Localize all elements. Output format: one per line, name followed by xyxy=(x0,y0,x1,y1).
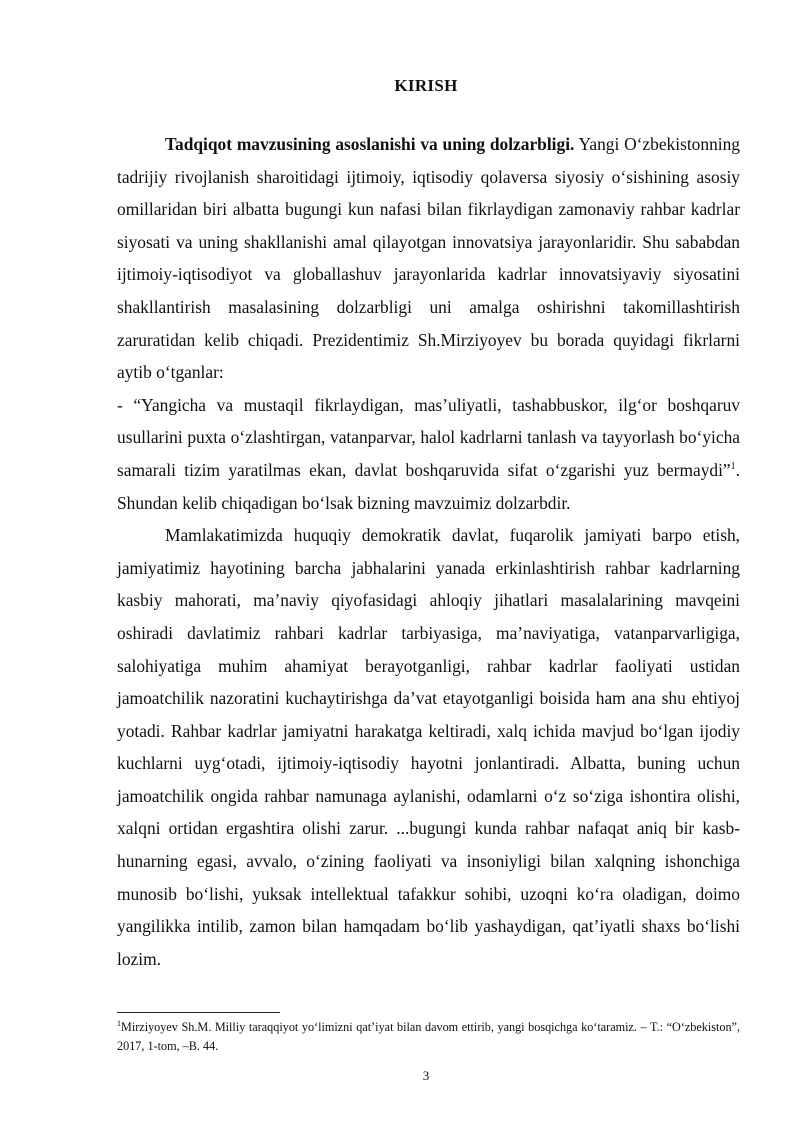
footnote-divider xyxy=(117,1012,280,1013)
footnote-marker: 1 xyxy=(117,1018,121,1028)
footnote xyxy=(117,1018,740,1056)
quote-text: - “Yangicha va mustaqil fikrlaydigan, mas’uliyatli, tashabbuskor, ilg‘or boshqaruv usullarini puxta o‘zlashtirgan, vatanparvar, halol kadrlarni tanlash va tayyorlash bo‘yicha samarali tizim yaratilmas ekan, davlat boshqaruvida sifat o‘zgarishi yuz bermaydi” xyxy=(117,394,740,480)
lead-phrase: Tadqiqot mavzusining asoslanishi va uning dolzarbligi. xyxy=(165,134,575,154)
paragraph-leadership: Mamlakatimizda huquqiy demokratik davlat, fuqarolik jamiyati barpo etish, jamiyatimiz hayotining barcha jabhalarini yanada erkinlashtirish rahbar kadrlarning kasbiy mahorati, ma’naviy qiyofasidagi ahloqiy jihatlari masalalarining mavqeini oshiradi davlatimiz rahbari kadrlar tarbiyasiga, ma’naviyatiga, vatanparvarligiga, salohiyatiga muhim ahamiyat berayotganligi, rahbar kadrlar faoliyati ustidan jamoatchilik nazoratini kuchaytirishga da’vat etayotganligi boisida ham ana shu ehtiyoj yotadi. Rahbar kadrlar jamiyatni harakatga keltiradi, xalq ichida mavjud bo‘lgan ijodiy kuchlarni uyg‘otadi, ijtimoiy-iqtisodiy hayotni jonlantiradi. Albatta, buning uchun jamoatchilik ongida rahbar namunaga aylanishi, odamlarni o‘z so‘ziga ishontira olishi, xalqni ortidan ergashtira olishi zarur. ...bugungi kunda rahbar nafaqat aniq bir kasb-hunarning egasi, avvalo, o‘zining faoliyati va insoniyligi bilan xalqning ishonchiga munosib bo‘lishi, yuksak intellektual tafakkur sohibi, uzoqni ko‘ra oladigan, doimo yangilikka intilib, zamon bilan hamqadam bo‘lib yashaydigan, qat’iyatli shaxs bo‘lishi lozim. xyxy=(117,525,740,969)
page-number: 3 xyxy=(422,1068,430,1083)
presidential-quote xyxy=(117,389,740,519)
footnote-text: Mirziyoyev Sh.M. Milliy taraqqiyot yo‘limizni qat’iyat bilan davom ettirib, yangi bosqichga ko‘taramiz. – T.: “O‘zbekiston”, 2017, 1-tom, –B. 44. xyxy=(117,1020,740,1053)
paragraph-relevance-text: Yangi O‘zbekistonning tadrijiy rivojlanish sharoitidagi ijtimoiy, iqtisodiy qolaversa siyosiy o‘sishining asosiy omillaridan biri albatta bugungi kun nafasi bilan fikrlaydigan zamonaviy rahbar kadrlar siyosati va uning shakllanishi amal qilayotgan innovatsiya jarayonlaridir. Shu sababdan ijtimoiy-iqtisodiyot va globallashuv jarayonlarida kadrlar innovatsiyaviy siyosatini shakllantirish masalasining dolzarbligi uni amalga oshirishni takomillashtirish zaruratidan kelib chiqadi. Prezidentimiz Sh.Mirziyoyev bu borada quyidagi fikrlarni aytib o‘tganlar: xyxy=(117,134,740,383)
paragraph-relevance xyxy=(117,128,740,389)
main-text xyxy=(117,128,740,975)
footnote-reference[interactable]: 1 xyxy=(730,461,736,473)
quote-conclusion: . Shundan kelib chiqadigan bo‘lsak bizning mavzuimiz dolzarbdir. xyxy=(117,459,740,513)
section-heading: KIRISH xyxy=(394,76,458,95)
